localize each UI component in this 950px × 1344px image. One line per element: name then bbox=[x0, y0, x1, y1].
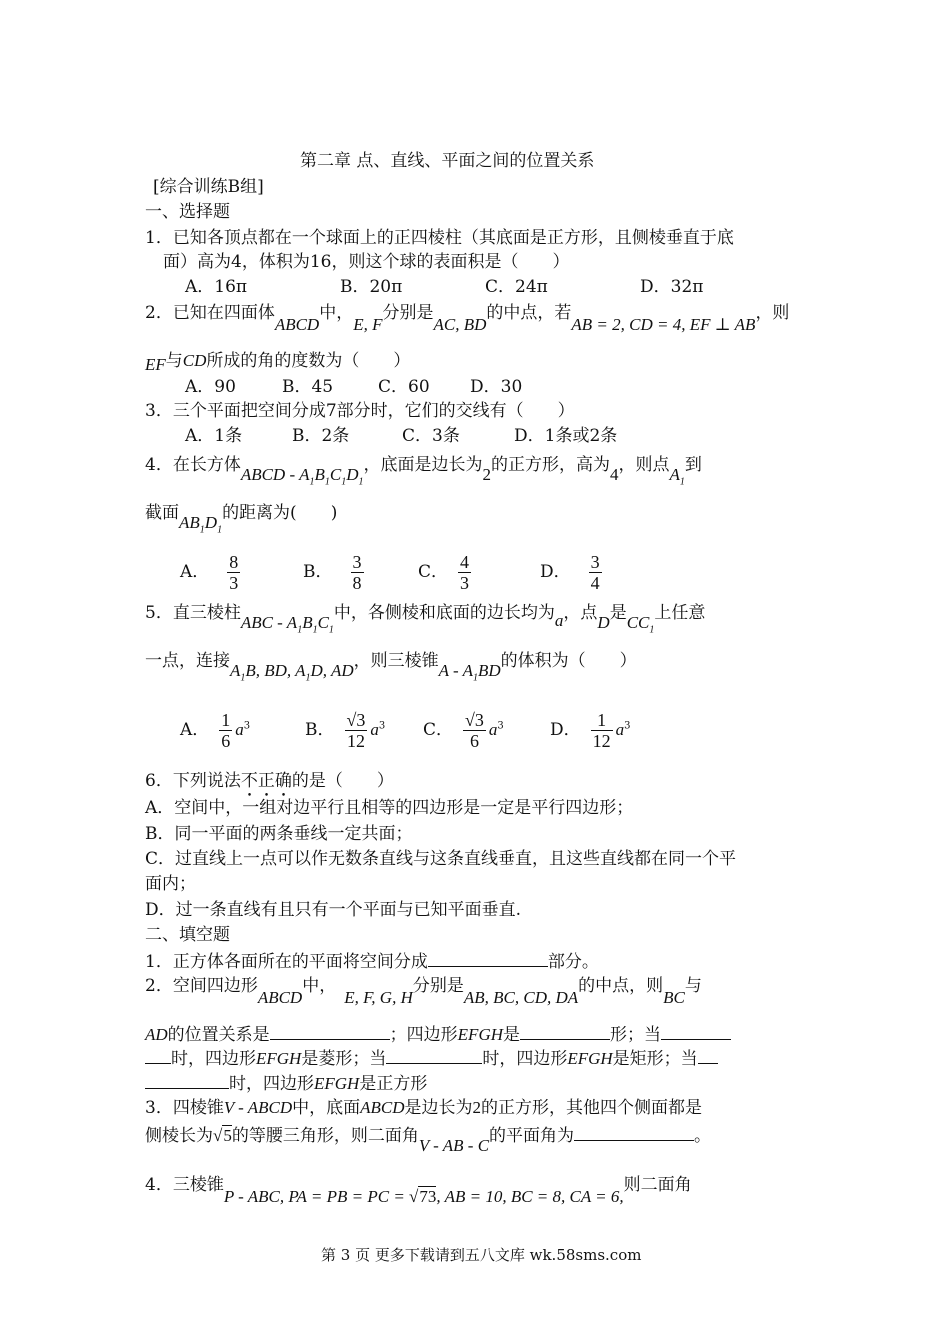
q1-line2: 面）高为4，体积为16，则这个球的表面积是（ ） bbox=[163, 252, 570, 272]
q6-emphasis: 不正确 bbox=[240, 771, 292, 791]
q4-option-b: B． $\frac{3}{8}$ bbox=[303, 552, 362, 593]
q5-edge-cc1: $CC_1$ bbox=[626, 613, 655, 636]
f2-blank-shape[interactable] bbox=[520, 1023, 610, 1040]
f1-line: 1．正方体各面所在的平面将空间分成 部分。 bbox=[145, 952, 599, 972]
q4-prism-expr: ABCD - $A_1B_1C_1D_1$ bbox=[240, 465, 364, 488]
q2-option-b: B．45 bbox=[282, 377, 334, 397]
q5-line1: 5．直三棱柱ABC - $A_1B_1C_1$中，各侧棱和底面的边长均为a，点D是$CC_1$上任意 bbox=[145, 603, 706, 636]
f2-line2: AD的位置关系是 ；四边形EFGH是 形；当 bbox=[145, 1023, 731, 1046]
f2-blank-relation[interactable] bbox=[270, 1023, 390, 1040]
f1-blank[interactable] bbox=[428, 950, 548, 967]
q1-line1: 1．已知各顶点都在一个球面上的正四棱柱（其底面是正方形，且侧棱垂直于底 bbox=[145, 228, 734, 248]
q5-option-c: C． $\frac{√3}{6}$ $a^3$ bbox=[423, 710, 504, 751]
q3-option-b: B．2条 bbox=[292, 426, 350, 446]
f2-blank-cond1b[interactable] bbox=[145, 1047, 171, 1064]
q2-line1: 2．已知在四面体ABCD中，E, F分别是AC, BD的中点，若AB = 2, CD = 4, EF ⊥ AB，则 bbox=[145, 303, 790, 334]
q1-option-b: B．20π bbox=[340, 277, 403, 297]
q5-option-d: D． $\frac{1}{12}$ $a^3$ bbox=[550, 710, 631, 751]
q5-prism-expr: ABC - $A_1B_1C_1$ bbox=[240, 613, 334, 636]
q4-section-expr: $AB_1D_1$ bbox=[179, 513, 223, 536]
q5-pyramid-expr: A - $A_1BD$ bbox=[438, 661, 501, 684]
q2-option-c: C．60 bbox=[378, 377, 430, 397]
f4-line1: 4．三棱锥P - ABC, PA = PB = PC = √73, AB = 10, BC = 8, CA = 6,则二面角 bbox=[145, 1175, 692, 1206]
f2-blank-cond1a[interactable] bbox=[661, 1023, 731, 1040]
q4-line1: 4．在长方体ABCD - $A_1B_1C_1D_1$，底面是边长为2的正方形，高为4，则点$A_1$到 bbox=[145, 455, 702, 488]
page-title: 第二章 点、直线、平面之间的位置关系 bbox=[300, 151, 595, 171]
f2-blank-cond3b[interactable] bbox=[145, 1072, 229, 1089]
f2-blank-cond2[interactable] bbox=[386, 1047, 482, 1064]
section-choice: 一、选择题 bbox=[145, 202, 230, 222]
q6-option-c-line1: C．过直线上一点可以作无数条直线与这条直线垂直，且这些直线都在同一个平 bbox=[145, 849, 737, 869]
f3-sqrt: √5 bbox=[213, 1126, 232, 1145]
q6-option-c-line2: 面内； bbox=[145, 874, 196, 894]
q6-line1: 6．下列说法不正确的是（ ） bbox=[145, 771, 394, 791]
q6-option-a: A．空间中，一组对边平行且相等的四边形是一定是平行四边形； bbox=[145, 798, 634, 818]
q1-option-d: D．32π bbox=[640, 277, 704, 297]
q6-option-d: D．过一条直线有且只有一个平面与已知平面垂直. bbox=[145, 900, 522, 920]
f3-blank[interactable] bbox=[574, 1124, 694, 1141]
q4-option-c: C． $\frac{4}{3}$ bbox=[418, 552, 470, 593]
q4-point-a1: $A_1$ bbox=[669, 465, 685, 488]
q4-line2: 截面$AB_1D_1$的距离为( ) bbox=[145, 503, 338, 536]
q5-option-b: B． $\frac{√3}{12}$ $a^3$ bbox=[305, 710, 386, 751]
q5-option-a: A． $\frac{1}{6}$ $a^3$ bbox=[180, 710, 251, 751]
q2-line2: EF与CD所成的角的度数为（ ） bbox=[145, 351, 411, 374]
q3-option-a: A．1条 bbox=[185, 426, 243, 446]
q5-segments-expr: $A_1B$, BD, $A_1D$, AD bbox=[230, 661, 354, 684]
q2-option-d: D．30 bbox=[470, 377, 523, 397]
page-footer: 第 3 页 更多下载请到五八文库 wk.58sms.com bbox=[321, 1246, 642, 1264]
f2-blank-cond3a[interactable] bbox=[698, 1047, 718, 1064]
f3-line2: 侧棱长为√5的等腰三角形，则二面角V - AB - C的平面角为 。 bbox=[145, 1126, 712, 1155]
subtitle: [综合训练B组] bbox=[153, 177, 264, 197]
q3-line1: 3．三个平面把空间分成7部分时，它们的交线有（ ） bbox=[145, 401, 575, 421]
q3-option-c: C．3条 bbox=[402, 426, 460, 446]
section-fill: 二、填空题 bbox=[145, 925, 230, 945]
f4-sqrt: √73 bbox=[409, 1187, 437, 1206]
q2-option-a: A．90 bbox=[185, 377, 236, 397]
f2-line4: 时，四边形EFGH是正方形 bbox=[145, 1072, 427, 1095]
q4-option-d: D． $\frac{3}{4}$ bbox=[540, 552, 600, 593]
q4-option-a: A． $\frac{8}{3}$ bbox=[180, 552, 239, 593]
q1-option-c: C．24π bbox=[485, 277, 548, 297]
q1-option-a: A．16π bbox=[185, 277, 248, 297]
q3-option-d: D．1条或2条 bbox=[514, 426, 618, 446]
q5-line2: 一点，连接$A_1B$, BD, $A_1D$, AD，则三棱锥A - $A_1BD$的体积为（ ） bbox=[145, 651, 637, 684]
f2-line1: 2．空间四边形ABCD中，E, F, G, H分别是AB, BC, CD, DA的中点，则BC与 bbox=[145, 976, 702, 1007]
f3-line1: 3．四棱锥V - ABCD中，底面ABCD是边长为2的正方形，其他四个侧面都是 bbox=[145, 1098, 703, 1118]
q6-option-b: B．同一平面的两条垂线一定共面； bbox=[145, 824, 413, 844]
f2-line3: 时，四边形EFGH是菱形；当 时，四边形EFGH是矩形；当 bbox=[145, 1047, 718, 1070]
